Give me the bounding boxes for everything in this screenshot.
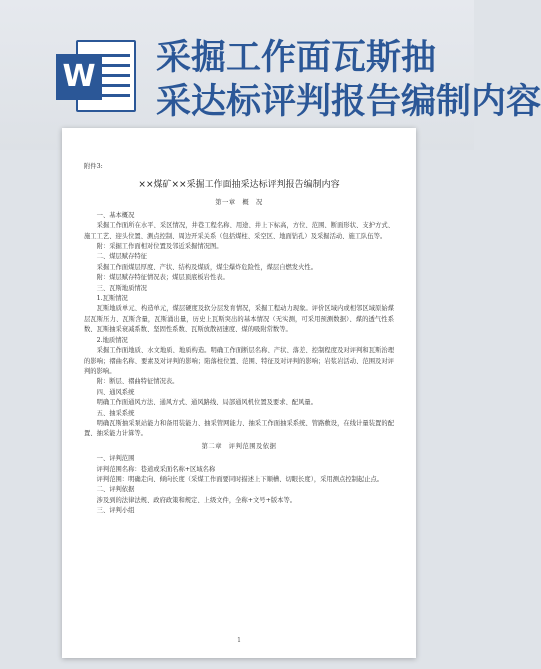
chapter-2-heading: 第二章 评判范围及依据: [201, 442, 277, 450]
subsection-heading: 1.瓦斯情况: [96, 295, 128, 303]
word-badge: W: [56, 54, 102, 100]
cover-headline: [156, 36, 541, 124]
document-body: [84, 162, 394, 517]
chapter-1-heading: 第一章 概 况: [215, 199, 263, 207]
document-title: ××煤矿××采掘工作面抽采达标评判报告编制内容: [138, 180, 340, 191]
paragraph: 采掘工作面所在水平、采区情况，井巷工程名称、用途、井上下标高，方位、范围、断面形状、支护方式、施工工艺、迎头位置、测点控制、周边开采关系（包括煤柱、采空区、地面钻孔）及采掘活动、施工队伍等。: [84, 222, 394, 240]
section-heading: 二、煤层赋存特征: [96, 253, 147, 261]
paragraph: 评判范围：明确走向、倾向长度（采煤工作面要同时描述上下顺槽、切眼长度），采用测点控制起止点。: [96, 475, 384, 483]
paragraph: 采掘工作面煤层厚度、产状、结构及煤质，煤尘爆炸危险性，煤层自燃发火性。: [96, 263, 317, 271]
page-number: 1: [237, 637, 241, 644]
paragraph: 采掘工作面地质、水文地质、地质构造。明确工作面断层名称、产状、落差、控制程度及对评判和瓦斯治理的影响；褶曲名称、要素及对评判的影响；陷落柱位置、范围、特征及对评判的影响；岩浆岩活动、范围及对评判的影响。: [84, 347, 394, 375]
section-heading: 一、评判范围: [96, 455, 135, 463]
section-heading: 五、抽采系统: [96, 409, 135, 417]
paragraph: 明确工作面通风方法、通风方式、通风路线、局部通风机位置及要求、配风量。: [96, 399, 317, 407]
figure-note: 附：煤层赋存特征情况表；煤层顶底板岩性表。: [96, 274, 229, 282]
section-heading: 二、评判依据: [96, 486, 135, 494]
attachment-label: 附件3:: [84, 163, 103, 170]
document-page: [62, 128, 416, 658]
subsection-heading: 2.地质情况: [96, 336, 128, 344]
paragraph: 明确瓦斯抽采泵站能力和备用装能力、抽采管网能力、抽采工作面抽采系统、管路敷设，在线计量装置的配置、抽采能力计算等。: [84, 419, 394, 438]
figure-note: 附：采掘工作面相对位置及邻近采掘情况图。: [96, 243, 223, 251]
headline-line-1: 采掘工作面瓦斯抽: [156, 38, 437, 78]
section-heading: 三、瓦斯地质情况: [96, 284, 147, 292]
paragraph: 评判范围名称：巷道或采面名称+区域名称: [96, 465, 216, 473]
paragraph: 瓦斯地质单元、构造单元，煤层硬度及软分层发育情况，采掘工程动力现象。评价区域内或相邻区域原始煤层瓦斯压力、瓦斯含量，瓦斯涌出量，历史上瓦斯突出的基本情况（无实测，可采用预测数据）、煤的透气性系数、瓦斯抽采衰减系数、坚固性系数、瓦斯放散初速度、煤的吸附常数等。: [84, 305, 394, 334]
section-heading: 一、基本概况: [96, 211, 135, 219]
section-heading: 四、通风系统: [96, 388, 135, 396]
section-heading: 三、评判小组: [96, 507, 135, 515]
paragraph: 涉及到的法律法规、政府政策和规定、上级文件，全称+文号+版本等。: [96, 496, 297, 504]
figure-note: 附：断层、褶曲特征情况表。: [96, 378, 179, 386]
headline-line-2: 采达标评判报告编制内容: [156, 82, 541, 122]
word-document-icon: [56, 40, 142, 112]
